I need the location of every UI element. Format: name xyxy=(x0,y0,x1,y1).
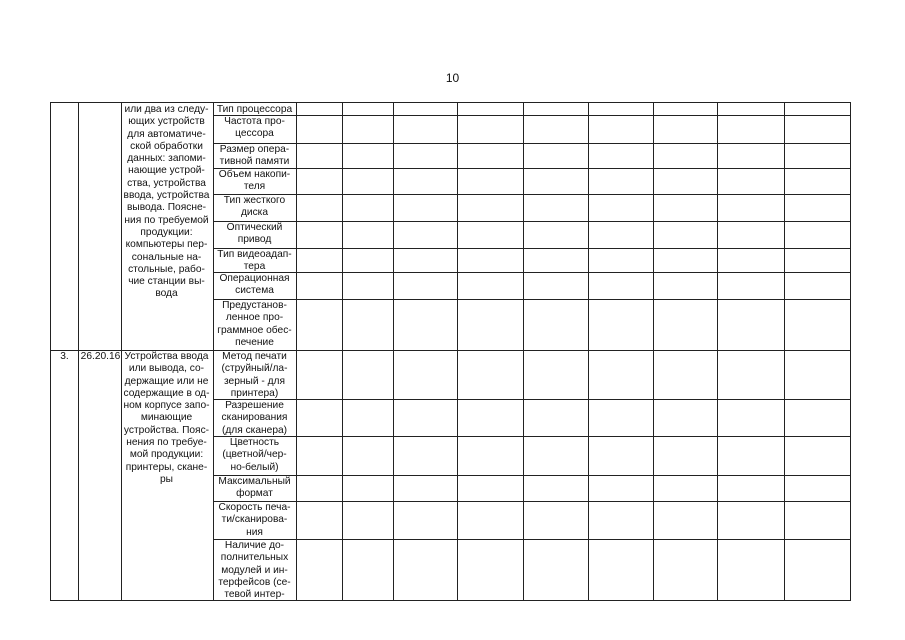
value-cell[interactable] xyxy=(717,502,784,539)
value-cell[interactable] xyxy=(342,400,393,436)
value-cell[interactable] xyxy=(296,222,342,248)
characteristic-name: Частота про- цессора xyxy=(224,116,285,140)
value-cell[interactable] xyxy=(784,169,852,194)
value-cell[interactable] xyxy=(653,195,717,221)
characteristic-name: Наличие до- полнительных модулей и ин- терфейсов (се- тевой интер- xyxy=(218,540,291,600)
value-cell[interactable] xyxy=(342,222,393,248)
value-cell[interactable] xyxy=(653,400,717,436)
value-cell[interactable] xyxy=(296,502,342,539)
value-cell[interactable] xyxy=(342,144,393,168)
value-cell[interactable] xyxy=(653,169,717,194)
value-cell[interactable] xyxy=(457,476,523,501)
value-cell[interactable] xyxy=(784,249,852,272)
value-cell[interactable] xyxy=(457,300,523,350)
value-cell[interactable] xyxy=(457,169,523,194)
value-cell[interactable] xyxy=(653,249,717,272)
value-cell[interactable] xyxy=(717,400,784,436)
value-cell[interactable] xyxy=(523,195,588,221)
value-cell[interactable] xyxy=(784,400,852,436)
value-cell[interactable] xyxy=(393,300,457,350)
row-number: 3. xyxy=(60,351,69,362)
value-cell[interactable] xyxy=(588,502,653,539)
value-cell[interactable] xyxy=(717,249,784,272)
value-cell[interactable] xyxy=(342,249,393,272)
value-cell[interactable] xyxy=(588,222,653,248)
value-cell[interactable] xyxy=(296,104,342,115)
value-cell[interactable] xyxy=(784,300,852,350)
value-cell[interactable] xyxy=(296,116,342,143)
value-cell[interactable] xyxy=(784,437,852,475)
value-cell[interactable] xyxy=(296,300,342,350)
value-cell[interactable] xyxy=(457,144,523,168)
value-cell[interactable] xyxy=(342,195,393,221)
value-cell[interactable] xyxy=(717,222,784,248)
value-cell[interactable] xyxy=(296,476,342,501)
value-cell[interactable] xyxy=(588,476,653,501)
value-cell[interactable] xyxy=(717,476,784,501)
value-cell[interactable] xyxy=(717,273,784,299)
value-cell[interactable] xyxy=(784,222,852,248)
value-cell[interactable] xyxy=(457,195,523,221)
value-cell[interactable] xyxy=(653,300,717,350)
value-cell[interactable] xyxy=(342,300,393,350)
value-cell[interactable] xyxy=(296,351,342,399)
value-cell[interactable] xyxy=(523,169,588,194)
value-cell[interactable] xyxy=(523,144,588,168)
value-cell[interactable] xyxy=(296,249,342,272)
characteristic-name: Объем накопи- теля xyxy=(218,169,291,193)
value-cell[interactable] xyxy=(653,476,717,501)
value-cell[interactable] xyxy=(457,502,523,539)
value-cell[interactable] xyxy=(653,437,717,475)
characteristic-name: Тип жесткого диска xyxy=(223,195,286,219)
value-cell[interactable] xyxy=(653,502,717,539)
value-cell[interactable] xyxy=(717,300,784,350)
value-cell[interactable] xyxy=(523,476,588,501)
value-cell[interactable] xyxy=(457,351,523,399)
value-cell[interactable] xyxy=(784,195,852,221)
value-cell[interactable] xyxy=(523,502,588,539)
value-cell[interactable] xyxy=(784,104,852,115)
value-cell[interactable] xyxy=(588,300,653,350)
value-cell[interactable] xyxy=(523,300,588,350)
value-cell[interactable] xyxy=(523,116,588,143)
value-cell[interactable] xyxy=(296,540,342,600)
okpd-code: 26.20.16 xyxy=(80,351,121,362)
value-cell[interactable] xyxy=(523,540,588,600)
value-cell[interactable] xyxy=(393,169,457,194)
value-cell[interactable] xyxy=(342,502,393,539)
value-cell[interactable] xyxy=(523,400,588,436)
value-cell[interactable] xyxy=(457,540,523,600)
value-cell[interactable] xyxy=(784,502,852,539)
value-cell[interactable] xyxy=(342,116,393,143)
value-cell[interactable] xyxy=(523,222,588,248)
value-cell[interactable] xyxy=(588,273,653,299)
value-cell[interactable] xyxy=(588,400,653,436)
value-cell[interactable] xyxy=(296,169,342,194)
characteristic-name: Тип процессора xyxy=(216,104,293,115)
specification-table xyxy=(50,102,851,601)
value-cell[interactable] xyxy=(393,116,457,143)
value-cell[interactable] xyxy=(457,104,523,115)
value-cell[interactable] xyxy=(342,476,393,501)
value-cell[interactable] xyxy=(393,273,457,299)
value-cell[interactable] xyxy=(457,116,523,143)
value-cell[interactable] xyxy=(653,540,717,600)
value-cell[interactable] xyxy=(523,273,588,299)
value-cell[interactable] xyxy=(653,222,717,248)
value-cell[interactable] xyxy=(588,116,653,143)
value-cell[interactable] xyxy=(717,116,784,143)
value-cell[interactable] xyxy=(393,195,457,221)
value-cell[interactable] xyxy=(717,351,784,399)
value-cell[interactable] xyxy=(296,273,342,299)
value-cell[interactable] xyxy=(296,400,342,436)
value-cell[interactable] xyxy=(342,104,393,115)
value-cell[interactable] xyxy=(588,540,653,600)
value-cell[interactable] xyxy=(523,351,588,399)
value-cell[interactable] xyxy=(393,351,457,399)
value-cell[interactable] xyxy=(523,249,588,272)
value-cell[interactable] xyxy=(717,104,784,115)
value-cell[interactable] xyxy=(457,222,523,248)
value-cell[interactable] xyxy=(588,249,653,272)
value-cell[interactable] xyxy=(717,144,784,168)
value-cell[interactable] xyxy=(457,273,523,299)
value-cell[interactable] xyxy=(653,273,717,299)
value-cell[interactable] xyxy=(393,437,457,475)
characteristic-name: Размер опера- тивной памяти xyxy=(219,144,290,168)
characteristic-name: Скорость печа- ти/сканирова- ния xyxy=(218,502,291,538)
product-description: Устройства ввода или вывода, со- держащие или не содержащие в од- ном корпусе запо- минающие устройства. Пояс- нения по требуе- мой продукции: принтеры, скане- ры xyxy=(123,351,210,485)
value-cell[interactable] xyxy=(588,437,653,475)
row-number xyxy=(51,104,78,118)
characteristic-name: Оптический привод xyxy=(226,222,283,246)
value-cell[interactable] xyxy=(653,351,717,399)
value-cell[interactable] xyxy=(393,144,457,168)
value-cell[interactable] xyxy=(784,476,852,501)
characteristic-name: Операционная система xyxy=(219,273,290,297)
value-cell[interactable] xyxy=(393,502,457,539)
value-cell[interactable] xyxy=(342,169,393,194)
value-cell[interactable] xyxy=(717,437,784,475)
value-cell[interactable] xyxy=(784,351,852,399)
value-cell[interactable] xyxy=(588,195,653,221)
value-cell[interactable] xyxy=(717,540,784,600)
value-cell[interactable] xyxy=(717,195,784,221)
page-number: 10 xyxy=(445,71,460,85)
value-cell[interactable] xyxy=(457,437,523,475)
value-cell[interactable] xyxy=(296,437,342,475)
value-cell[interactable] xyxy=(393,222,457,248)
value-cell[interactable] xyxy=(653,144,717,168)
value-cell[interactable] xyxy=(342,437,393,475)
value-cell[interactable] xyxy=(523,104,588,115)
value-cell[interactable] xyxy=(784,116,852,143)
value-cell[interactable] xyxy=(296,144,342,168)
characteristic-name: Тип видеоадап- тера xyxy=(217,249,292,272)
value-cell[interactable] xyxy=(653,116,717,143)
value-cell[interactable] xyxy=(393,104,457,115)
value-cell[interactable] xyxy=(457,249,523,272)
characteristic-name: Цветность (цветной/чер- но-белый) xyxy=(222,437,287,473)
characteristic-name: Максимальный формат xyxy=(218,476,291,500)
value-cell[interactable] xyxy=(457,400,523,436)
characteristic-name: Метод печати (струйный/ла- зерный - для принтера) xyxy=(221,351,288,399)
value-cell[interactable] xyxy=(588,104,653,115)
value-cell[interactable] xyxy=(393,476,457,501)
okpd-code xyxy=(78,104,123,118)
value-cell[interactable] xyxy=(784,144,852,168)
characteristic-name: Предустанов- ленное про- граммное обес- печение xyxy=(217,300,292,348)
value-cell[interactable] xyxy=(784,540,852,600)
value-cell[interactable] xyxy=(588,144,653,168)
value-cell[interactable] xyxy=(393,400,457,436)
value-cell[interactable] xyxy=(342,273,393,299)
value-cell[interactable] xyxy=(588,169,653,194)
value-cell[interactable] xyxy=(393,540,457,600)
value-cell[interactable] xyxy=(588,351,653,399)
value-cell[interactable] xyxy=(784,273,852,299)
value-cell[interactable] xyxy=(717,169,784,194)
value-cell[interactable] xyxy=(393,249,457,272)
value-cell[interactable] xyxy=(296,195,342,221)
value-cell[interactable] xyxy=(342,540,393,600)
value-cell[interactable] xyxy=(523,437,588,475)
product-description: или два из следу- ющих устройств для автоматиче- ской обработки данных: запоми- нающие устрой- ства, устройства ввода, устройства вывода. Поясне- ния по требуемой продукции: компьютеры пер- сональные на- стольные, рабо- чие станции вы- вода xyxy=(123,104,210,300)
characteristic-name: Разрешение сканирования (для сканера) xyxy=(221,400,288,436)
value-cell[interactable] xyxy=(342,351,393,399)
value-cell[interactable] xyxy=(653,104,717,115)
